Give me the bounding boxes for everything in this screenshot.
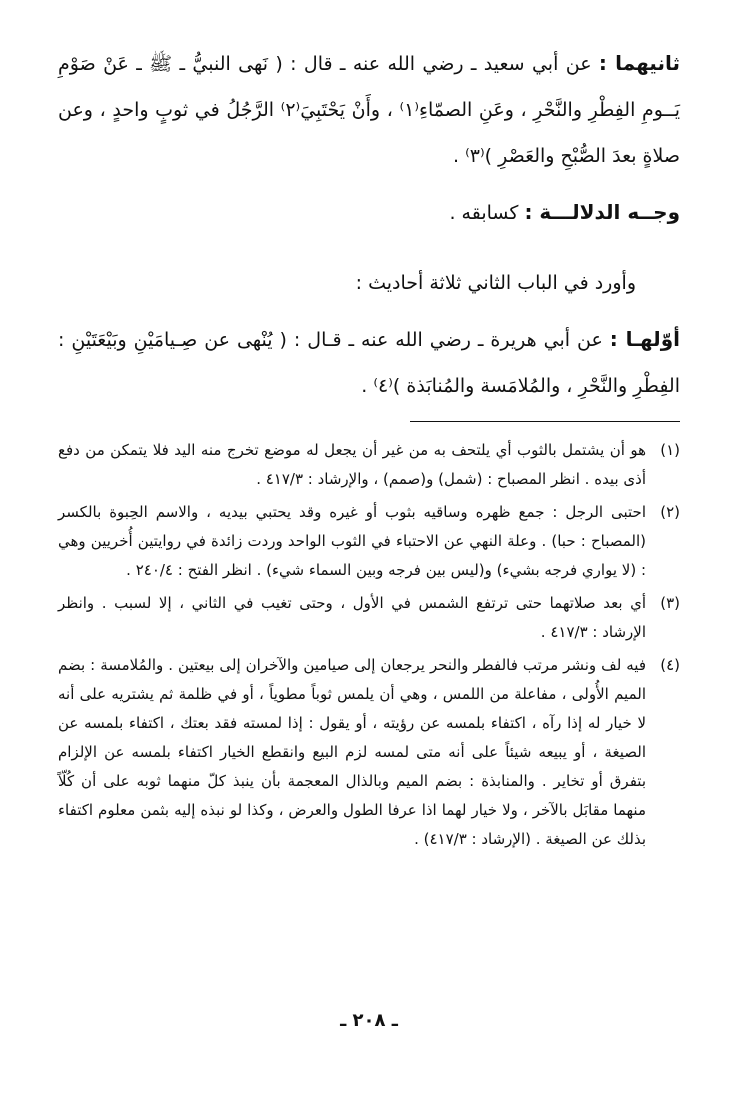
evidence-aspect-lead: وجــه الدلالـــة : [524, 200, 680, 224]
evidence-aspect [58, 189, 680, 236]
hadith-second-lead: ثانيهما : [598, 51, 681, 75]
evidence-aspect-text: كسابقه . [449, 202, 519, 224]
footnote-text: احتبى الرجل : جمع ظهره وساقيه بثوب أو غيره وقد يحتبي بيديه ، والاسم الحِبوة بالكسر (المصباح : حبا) . وعلة النهي عن الاحتباء في الثوب الواحد وردت زائدة في روايتين أُخريين وهي : (لا يواري فرجه بشيء) و(ليس بين فرجه وبين السماء شيء) . انظر الفتح : ٢٤٠/٤ . [58, 503, 646, 579]
footnote-text: فيه لف ونشر مرتب فالفطر والنحر يرجعان إلى صيامين والآخران إلى بيعتين . والمُلامسة : بضم الميم الأُولى ، مفاعلة من اللمس ، وهي أن يلمس ثوباً مطوياً ، أو في ظلمة ثم يشتريه على أنه لا خيار له إذا رآه ، اكتفاء بلمسه عن رؤيته ، أو يقول : إذا لمسته فقد بعتك ، اكتفاء بلمسه عن الصيغة ، أو يبيعه شيئاً على أنه متى لمسه لزم البيع وانقطع الخيار اكتفاء بلمسه عن الإلزام بتفرق أو تخاير . والمنابذة : بضم الميم وبالذال المعجمة بأن ينبذ كلّ منهما ثوبه على أن كُلّاً منهما مقابَل بالآخر ، ولا خيار لهما اذا عرفا الطول والعرض ، وكذا لو نبذه إليه بثمن معلوم اكتفاء بذلك عن الصيغة . (الإرشاد : ٤١٧/٣) . [58, 656, 646, 848]
footnote-4 [58, 651, 680, 854]
footnote-number: (٣) [660, 594, 680, 612]
footnote-text: أي بعد صلاتهما حتى ترتفع الشمس في الأول ، وحتى تغيب في الثاني ، إلا لسبب . وانظر الإرشاد : ٤١٧/٣ . [58, 594, 646, 641]
footnote-1 [58, 436, 680, 494]
main-text [58, 40, 680, 409]
chapter-two-intro: وأورد في الباب الثاني ثلاثة أحاديث : [355, 272, 636, 294]
footnote-divider [410, 421, 680, 422]
footnotes [58, 436, 680, 854]
page-number: ـ ٢٠٨ ـ [340, 1010, 398, 1031]
footnote-number: (٤) [660, 656, 680, 674]
hadith-second-text: عن أبي سعيد ـ رضي الله عنه ـ قال : ( نَهى النبيُّ ـ ﷺ ـ عَنْ صَوْمِ يَــومِ الفِطْرِ والنَّحْرِ ، وعَنِ الصمّاءِ⁽١⁾ ، وأَنْ يَحْتَبِيَ⁽٢⁾ الرَّجُلُ في ثوبٍ واحدٍ ، وعن صلاةٍ بعدَ الصُّبْحِ والعَصْرِ )⁽٣⁾ . [58, 53, 680, 167]
hadith-second [58, 40, 680, 179]
footnote-text: هو أن يشتمل بالثوب أي يلتحف به من غير أن يجعل له موضع تخرج منه اليد فلا يتمكن من دفع أذى بيده . انظر المصباح : (شمل) و(صمم) ، والإرشاد : ٤١٧/٣ . [58, 441, 646, 488]
hadith-first-text: عن أبي هريرة ـ رضي الله عنه ـ قـال : ( يُنْهى عن صِـيامَيْنِ وبَيْعَتَيْنِ : الفِطْرِ والنَّحْرِ ، والمُلامَسة والمُنابَذة )⁽٤⁾ . [58, 329, 680, 397]
footnote-3 [58, 589, 680, 647]
book-page [58, 40, 680, 1070]
footnote-number: (٢) [660, 503, 680, 521]
hadith-first-lead: أوّلهـا : [609, 327, 680, 351]
footnote-number: (١) [660, 441, 680, 459]
footnote-2 [58, 498, 680, 585]
hadith-first [58, 316, 680, 409]
